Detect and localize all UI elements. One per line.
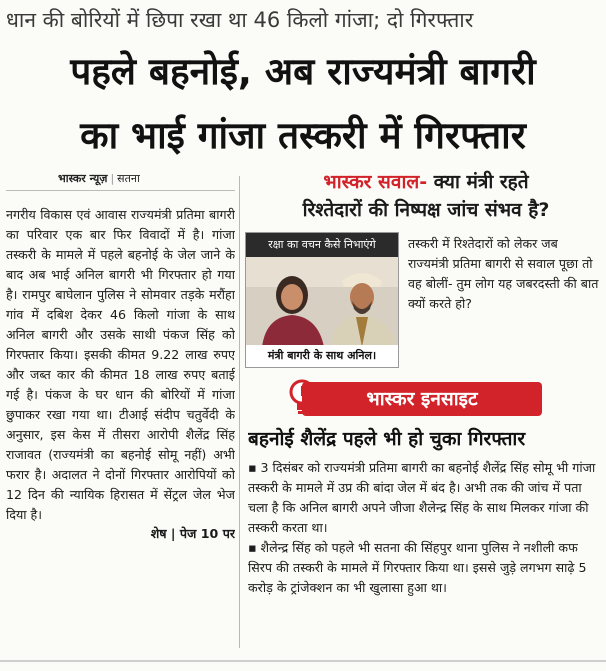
photo-caption: मंत्री बागरी के साथ अनिल।	[246, 345, 398, 367]
question-box-heading	[252, 168, 600, 228]
news-photo	[245, 232, 399, 368]
bottom-rule	[0, 660, 606, 662]
insight-paragraph-2: ▪ शैलेन्द्र सिंह को पहले भी सतना की सिंहपुर थाना पुलिस ने नशीली कफ सिरप की तस्करी के मामले में गिरफ्तार किया था। इससे जुड़े लगभग साढ़े 5 करोड़ के ट्रांजेक्शन का भी खुलासा हुआ था।	[248, 540, 587, 595]
headline-line-2: का भाई गांजा तस्करी में गिरफ्तार	[80, 114, 526, 157]
question-part-2: रिश्तेदारों की निष्पक्ष जांच संभव है?	[302, 199, 550, 221]
insight-paragraph-1: ▪ 3 दिसंबर को राज्यमंत्री प्रतिमा बागरी का बहनोई शैलेंद्र सिंह सोमू भी गांजा तस्करी के मामले में उप्र की बांदा जेल में बंद है। अभी तक की जांच में पता चला है कि अनिल बागरी अपने जीजा शैलेन्द्र सिंह के साथ मिलकर गांजा की तस्करी करता था।	[248, 460, 596, 535]
kicker-headline: धान की बोरियों में छिपा रखा था 46 किलो गांजा; दो गिरफ्तार	[6, 8, 474, 32]
byline	[58, 170, 140, 188]
insight-heading: बहनोई शैलेंद्र पहले भी हो चुका गिरफ्तार	[248, 428, 526, 450]
headline-line-1: पहले बहनोई, अब राज्यमंत्री बागरी	[70, 50, 536, 93]
byline-agency: भास्कर न्यूज़	[58, 172, 108, 185]
column-divider	[239, 176, 240, 648]
photo-title: रक्षा का वचन कैसे निभाएंगे	[246, 233, 398, 257]
question-box-body: तस्करी में रिश्तेदारों को लेकर जब राज्यमंत्री प्रतिमा बागरी से सवाल पूछा तो वह बोलीं- तुम लोग यह जबरदस्ती की बात क्यों करते हो?	[408, 236, 599, 311]
byline-separator: |	[110, 172, 115, 185]
byline-city: सतना	[117, 172, 140, 185]
photo-illustration	[246, 257, 399, 347]
main-story-column	[6, 190, 235, 648]
question-part-1: क्या मंत्री रहते	[427, 171, 529, 193]
main-story-text: नगरीय विकास एवं आवास राज्यमंत्री प्रतिमा बागरी का परिवार एक बार फिर विवादों में है। गांजा तस्करी के मामले में पहले बहनोई के जेल जाने के बाद अब भाई अनिल बागरी भी गिरफ्तार हो गया है। रामपुर बाघेलान पुलिस ने सोमवार तड़के मरौंहा गांव में दबिश देकर 46 किलो गांजा के साथ अनिल बागरी और उसके साथी पंकज सिंह को गिरफ्तार किया। इसकी कीमत 9.22 लाख रुपए और जब्त कार की कीमत 18 लाख रुपए बताई गई है। पंकज के घर धान की बोरियों में गांजा छुपाकर रखा गया था। टीआई संदीप चतुर्वेदी के अनुसार, इस केस में तीसरा आरोपी शैलेंद्र सिंह राजावत (राज्यमंत्री का बहनोई सोमू नहीं) अभी फरार है। अदालत ने दोनों गिरफ्तार आरोपियों को 12 दिन की न्यायिक हिरासत में सेंट्रल जेल भेज दिया है।	[6, 207, 235, 522]
insight-story	[248, 458, 600, 648]
continuation-note: शेष | पेज 10 पर	[150, 526, 235, 541]
insight-banner: भास्कर इनसाइट	[302, 382, 542, 416]
question-label: भास्कर सवाल-	[323, 171, 428, 193]
